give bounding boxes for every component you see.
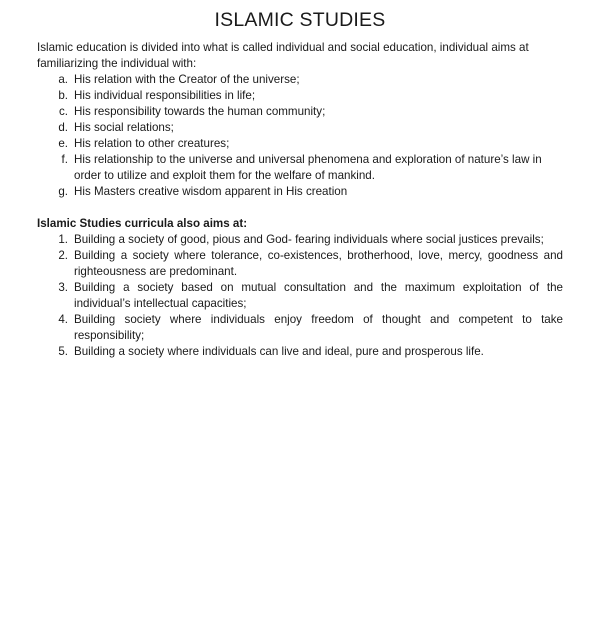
list-item-text: Building society where individuals enjoy freedom of thought and competent to take responsibility; bbox=[74, 313, 563, 342]
document-page bbox=[0, 8, 600, 360]
list-item bbox=[37, 120, 563, 136]
list-item bbox=[37, 104, 563, 120]
list-marker: a. bbox=[58, 73, 68, 86]
list-item-text: His relation to other creatures; bbox=[74, 137, 230, 150]
list-item bbox=[37, 312, 563, 344]
individual-aims-list bbox=[37, 72, 563, 200]
list-item bbox=[37, 136, 563, 152]
list-item bbox=[37, 72, 563, 88]
list-marker: f. bbox=[61, 153, 68, 166]
list-marker: 3. bbox=[58, 281, 68, 294]
intro-paragraph: Islamic education is divided into what is called individual and social education, individual aims at familiarizing the individual with: bbox=[37, 41, 529, 70]
list-item-text: Building a society where tolerance, co-existences, brotherhood, love, mercy, goodness and righteousness are predominant. bbox=[74, 249, 563, 278]
page-title: ISLAMIC STUDIES bbox=[214, 9, 386, 31]
list-marker: d. bbox=[58, 121, 68, 134]
list-marker: 5. bbox=[58, 345, 68, 358]
list-item bbox=[37, 184, 563, 200]
list-marker: e. bbox=[58, 137, 68, 150]
curricula-heading: Islamic Studies curricula also aims at: bbox=[37, 217, 248, 230]
list-marker: c. bbox=[58, 105, 68, 118]
list-item-text: His responsibility towards the human community; bbox=[74, 105, 326, 118]
list-item-text: His Masters creative wisdom apparent in His creation bbox=[74, 185, 348, 198]
list-item-text: Building a society based on mutual consultation and the maximum exploitation of the individual’s intellectual capacities; bbox=[74, 281, 563, 310]
list-item-text: Building a society of good, pious and God- fearing individuals where social justices prevails; bbox=[74, 233, 544, 246]
list-item-text: Building a society where individuals can live and ideal, pure and prosperous life. bbox=[74, 345, 484, 358]
list-marker: 1. bbox=[58, 233, 68, 246]
list-item-text: His relationship to the universe and universal phenomena and exploration of nature’s law in order to utilize and exploit them for the welfare of mankind. bbox=[74, 153, 542, 182]
list-item-text: His relation with the Creator of the universe; bbox=[74, 73, 300, 86]
list-item bbox=[37, 248, 563, 280]
curricula-aims-list bbox=[37, 232, 563, 360]
list-marker: 4. bbox=[58, 313, 68, 326]
list-marker: 2. bbox=[58, 249, 68, 262]
list-marker: b. bbox=[58, 89, 68, 102]
list-item bbox=[37, 280, 563, 312]
list-marker: g. bbox=[58, 185, 68, 198]
list-item bbox=[37, 344, 563, 360]
list-item-text: His individual responsibilities in life; bbox=[74, 89, 256, 102]
list-item bbox=[37, 88, 563, 104]
list-item-text: His social relations; bbox=[74, 121, 174, 134]
list-item bbox=[37, 152, 563, 184]
list-item bbox=[37, 232, 563, 248]
